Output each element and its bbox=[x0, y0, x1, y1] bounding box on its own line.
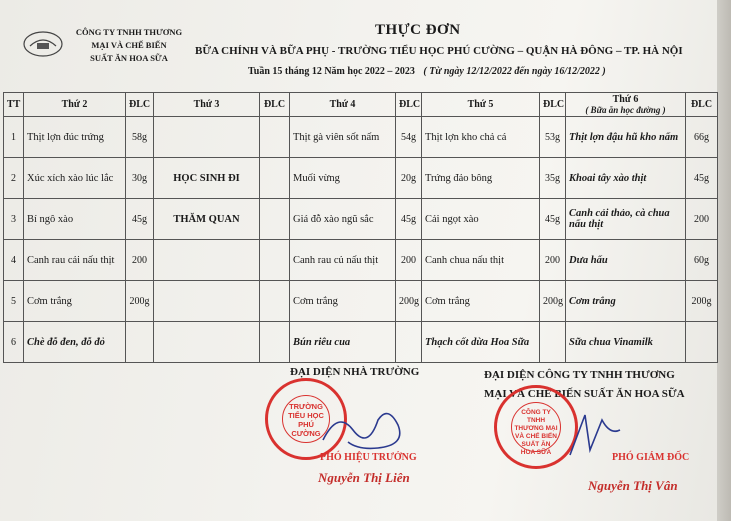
qty-thursday: 200 bbox=[540, 240, 566, 281]
seal-line: TIỂU HỌC bbox=[288, 411, 324, 420]
company-signer-name: Nguyễn Thị Vân bbox=[588, 478, 678, 493]
qty-monday bbox=[126, 322, 154, 363]
seal-text bbox=[511, 402, 561, 456]
dish-wednesday: Bún riêu cua bbox=[290, 322, 396, 363]
qty-tuesday bbox=[260, 281, 290, 322]
qty-wednesday: 200g bbox=[396, 281, 422, 322]
header-dlc: ĐLC bbox=[540, 93, 566, 117]
qty-thursday: 35g bbox=[540, 158, 566, 199]
dish-wednesday: Muối vừng bbox=[290, 158, 396, 199]
qty-tuesday bbox=[260, 322, 290, 363]
seal-line: PHÚ CƯỜNG bbox=[291, 420, 321, 438]
qty-tuesday bbox=[260, 117, 290, 158]
row-number: 2 bbox=[4, 158, 24, 199]
dish-thursday: Thạch cốt dừa Hoa Sữa bbox=[422, 322, 540, 363]
company-role: PHÓ GIÁM ĐỐC bbox=[612, 452, 690, 463]
qty-friday: 45g bbox=[686, 158, 718, 199]
header-tt: TT bbox=[4, 93, 24, 117]
dish-tuesday bbox=[154, 117, 260, 158]
dish-tuesday bbox=[154, 322, 260, 363]
seal-line: HOA SỮA bbox=[520, 449, 552, 456]
header-thu5: Thứ 5 bbox=[422, 93, 540, 117]
qty-wednesday: 200 bbox=[396, 240, 422, 281]
week-line bbox=[248, 66, 606, 77]
dish-thursday: Cơm trắng bbox=[422, 281, 540, 322]
qty-friday bbox=[686, 322, 718, 363]
dish-monday: Thịt lợn đúc trứng bbox=[24, 117, 126, 158]
row-number: 1 bbox=[4, 117, 24, 158]
company-line: MẠI VÀ CHẾ BIẾN bbox=[91, 40, 167, 50]
qty-wednesday: 45g bbox=[396, 199, 422, 240]
table-row bbox=[4, 240, 718, 281]
week-label: Tuần 15 tháng 12 Năm học 2022 – 2023 bbox=[248, 66, 415, 77]
header-thu3: Thứ 3 bbox=[154, 93, 260, 117]
qty-thursday: 45g bbox=[540, 199, 566, 240]
dish-thursday: Thịt lợn kho chả cá bbox=[422, 117, 540, 158]
qty-friday: 200 bbox=[686, 199, 718, 240]
dish-tuesday bbox=[154, 281, 260, 322]
dish-tuesday bbox=[154, 240, 260, 281]
qty-thursday: 53g bbox=[540, 117, 566, 158]
dish-friday: Sữa chua Vinamilk bbox=[566, 322, 686, 363]
table-row bbox=[4, 117, 718, 158]
qty-wednesday bbox=[396, 322, 422, 363]
dish-wednesday: Thịt gà viên sốt nấm bbox=[290, 117, 396, 158]
row-number: 4 bbox=[4, 240, 24, 281]
header-thu6 bbox=[566, 93, 686, 117]
qty-monday: 58g bbox=[126, 117, 154, 158]
header-dlc: ĐLC bbox=[126, 93, 154, 117]
qty-friday: 66g bbox=[686, 117, 718, 158]
qty-friday: 200g bbox=[686, 281, 718, 322]
document-subtitle: BỮA CHÍNH VÀ BỮA PHỤ - TRƯỜNG TIỂU HỌC PHÚ CƯỜNG – QUẬN HÀ ĐÔNG – TP. HÀ NỘI bbox=[195, 45, 683, 57]
dish-friday: Dưa hấu bbox=[566, 240, 686, 281]
dish-monday: Canh rau cải nấu thịt bbox=[24, 240, 126, 281]
menu-table bbox=[3, 92, 718, 363]
seal-line: TRƯỜNG bbox=[289, 402, 323, 411]
seal-line: THƯƠNG MẠI VÀ CHẾ BIẾN bbox=[514, 425, 558, 440]
qty-monday: 200 bbox=[126, 240, 154, 281]
dish-friday: Cơm trắng bbox=[566, 281, 686, 322]
qty-tuesday bbox=[260, 158, 290, 199]
qty-monday: 30g bbox=[126, 158, 154, 199]
qty-wednesday: 54g bbox=[396, 117, 422, 158]
dish-monday: Chè đỗ đen, đỗ đỏ bbox=[24, 322, 126, 363]
seal-line: SUẤT ĂN bbox=[521, 441, 551, 448]
table-row bbox=[4, 322, 718, 363]
dish-wednesday: Canh rau củ nấu thịt bbox=[290, 240, 396, 281]
header-thu4: Thứ 4 bbox=[290, 93, 396, 117]
dish-tuesday: THĂM QUAN bbox=[154, 199, 260, 240]
dish-monday: Bí ngô xào bbox=[24, 199, 126, 240]
qty-tuesday bbox=[260, 199, 290, 240]
company-representative-heading: ĐẠI DIỆN CÔNG TY TNHH THƯƠNG MẠI VÀ CHẾ BIẾN SUẤT ĂN HOA SỮA bbox=[484, 369, 685, 400]
company-name bbox=[70, 26, 188, 65]
table-header-row bbox=[4, 93, 718, 117]
school-representative-heading: ĐẠI DIỆN NHÀ TRƯỜNG bbox=[290, 366, 420, 378]
dish-tuesday: HỌC SINH ĐI bbox=[154, 158, 260, 199]
date-range: ( Từ ngày 12/12/2022 đến ngày 16/12/2022 ) bbox=[423, 66, 606, 77]
row-number: 6 bbox=[4, 322, 24, 363]
seal-line: TNHH bbox=[526, 417, 546, 424]
page-edge bbox=[717, 0, 731, 521]
dish-thursday: Canh chua nấu thịt bbox=[422, 240, 540, 281]
row-number: 5 bbox=[4, 281, 24, 322]
dish-wednesday: Cơm trắng bbox=[290, 281, 396, 322]
company-line: SUẤT ĂN HOA SỮA bbox=[90, 53, 168, 63]
header-thu6-label: Thứ 6 bbox=[612, 94, 639, 105]
header-dlc: ĐLC bbox=[686, 93, 718, 117]
document-title: THỰC ĐƠN bbox=[375, 22, 461, 38]
table-row bbox=[4, 158, 718, 199]
qty-thursday bbox=[540, 322, 566, 363]
school-signature bbox=[318, 400, 418, 455]
table-row bbox=[4, 281, 718, 322]
qty-thursday: 200g bbox=[540, 281, 566, 322]
header-dlc: ĐLC bbox=[396, 93, 422, 117]
qty-monday: 200g bbox=[126, 281, 154, 322]
qty-wednesday: 20g bbox=[396, 158, 422, 199]
header-thu2: Thứ 2 bbox=[24, 93, 126, 117]
qty-tuesday bbox=[260, 240, 290, 281]
company-logo-icon bbox=[22, 30, 64, 58]
company-line: CÔNG TY TNHH THƯƠNG bbox=[75, 27, 183, 37]
row-number: 3 bbox=[4, 199, 24, 240]
dish-thursday: Trứng đảo bông bbox=[422, 158, 540, 199]
qty-friday: 60g bbox=[686, 240, 718, 281]
dish-friday: Khoai tây xào thịt bbox=[566, 158, 686, 199]
header-dlc: ĐLC bbox=[260, 93, 290, 117]
seal-line: CÔNG TY bbox=[521, 409, 551, 416]
dish-monday: Xúc xích xào lúc lắc bbox=[24, 158, 126, 199]
school-role: PHÓ HIỆU TRƯỞNG bbox=[320, 452, 417, 463]
dish-friday: Canh cải thảo, cà chua nấu thịt bbox=[566, 199, 686, 240]
qty-monday: 45g bbox=[126, 199, 154, 240]
dish-friday: Thịt lợn đậu hũ kho nấm bbox=[566, 117, 686, 158]
dish-wednesday: Giá đỗ xào ngũ sắc bbox=[290, 199, 396, 240]
table-row bbox=[4, 199, 718, 240]
school-signer-name: Nguyễn Thị Liên bbox=[318, 470, 410, 485]
header-thu6-note: ( Bữa ăn học đường ) bbox=[585, 105, 666, 115]
dish-monday: Cơm trắng bbox=[24, 281, 126, 322]
dish-thursday: Cải ngọt xào bbox=[422, 199, 540, 240]
